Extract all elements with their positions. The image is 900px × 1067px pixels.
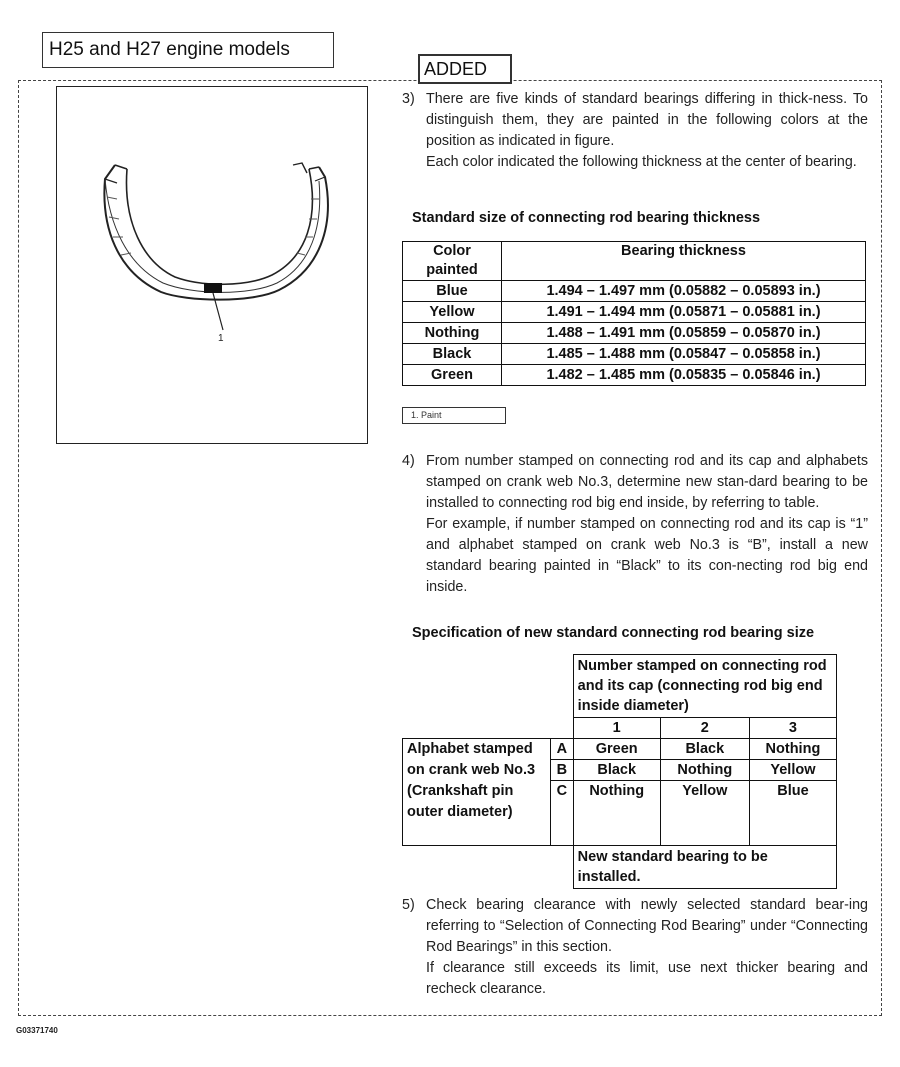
spec-table-title: Specification of new standard connecting rod bearing size (412, 625, 815, 641)
spec-cell: Nothing (660, 760, 749, 781)
spec-cell: Yellow (749, 760, 836, 781)
blank-cell (403, 846, 551, 889)
spec-table-footer (573, 846, 836, 889)
spec-cell: Blue (749, 781, 836, 802)
step-4-line-1: From number stamped on connecting rod and its cap and alphabets stamped on crank web No.3, determine new stan-dard bearing to be installed to connecting rod big end inside, by referring to table. (426, 453, 868, 511)
blank-cell (551, 846, 574, 889)
blank-cell (551, 718, 574, 739)
blank-cell (573, 801, 660, 846)
table-row (403, 242, 866, 281)
thickness-cell: 1.488 – 1.491 mm (0.05859 – 0.05870 in.) (502, 323, 866, 344)
table-row (403, 365, 866, 386)
color-cell: Blue (403, 281, 502, 302)
bearing-figure (56, 86, 368, 444)
row-letter: A (551, 739, 574, 760)
table-row (403, 739, 837, 760)
step-4-line-2: For example, if number stamped on connecting rod and its cap is “1” and alphabet stamped on crank web No.3 is “B”, install a new standard bearing painted in “Black” to its con-necting rod big end inside. (426, 516, 868, 595)
spec-cell: Black (573, 760, 660, 781)
table-row (403, 323, 866, 344)
step-3 (402, 89, 868, 173)
header-bearing-thickness: Bearing thickness (502, 242, 866, 281)
row-letter: B (551, 760, 574, 781)
thickness-table-title: Standard size of connecting rod bearing thickness (412, 210, 761, 226)
spec-row-header: Alphabet stamped on crank web No.3 (Crankshaft pin outer diameter) (403, 739, 551, 846)
figure-legend: 1. Paint (402, 407, 506, 424)
table-row (403, 655, 837, 718)
header-color-painted: Color painted (403, 242, 502, 281)
column-header: 1 (573, 718, 660, 739)
document-code: G03371740 (16, 1026, 58, 1035)
thickness-table (402, 241, 866, 386)
step-3-number: 3) (402, 91, 415, 107)
blank-cell (403, 655, 551, 718)
step-5-line-2: If clearance still exceeds its limit, use next thicker bearing and recheck clearance. (426, 960, 868, 997)
row-letter: C (551, 781, 574, 802)
step-4 (402, 451, 868, 598)
step-3-line-2: Each color indicated the following thickness at the center of bearing. (426, 154, 857, 170)
spec-cell: Nothing (749, 739, 836, 760)
color-cell: Black (403, 344, 502, 365)
thickness-cell: 1.482 – 1.485 mm (0.05835 – 0.05846 in.) (502, 365, 866, 386)
color-cell: Nothing (403, 323, 502, 344)
color-cell: Green (403, 365, 502, 386)
step-5-line-1: Check bearing clearance with newly selected standard bear-ing referring to “Selection of Connecting Rod Bearing” under “Connecting Rod Bearings” in this section. (426, 897, 868, 955)
table-row (403, 281, 866, 302)
spec-table (402, 654, 837, 889)
step-3-line-1: There are five kinds of standard bearings differing in thick-ness. To distinguish them, they are painted in the following colors at the position as indicated in figure. (426, 91, 868, 149)
table-row (403, 302, 866, 323)
figure-callout-number: 1 (218, 333, 224, 344)
spec-cell: Black (660, 739, 749, 760)
blank-cell (749, 801, 836, 846)
spec-cell: Green (573, 739, 660, 760)
section-header: H25 and H27 engine models (42, 32, 334, 68)
table-row (403, 846, 837, 889)
blank-cell (551, 655, 574, 718)
bearing-illustration (57, 87, 369, 445)
blank-cell (551, 801, 574, 846)
thickness-cell: 1.491 – 1.494 mm (0.05871 – 0.05881 in.) (502, 302, 866, 323)
column-header: 2 (660, 718, 749, 739)
table-row (403, 718, 837, 739)
thickness-cell: 1.485 – 1.488 mm (0.05847 – 0.05858 in.) (502, 344, 866, 365)
spec-cell: Nothing (573, 781, 660, 802)
paint-mark (204, 283, 222, 293)
step-5-number: 5) (402, 897, 415, 913)
thickness-cell: 1.494 – 1.497 mm (0.05882 – 0.05893 in.) (502, 281, 866, 302)
step-5 (402, 895, 868, 1000)
color-cell: Yellow (403, 302, 502, 323)
table-row (403, 344, 866, 365)
blank-cell (660, 801, 749, 846)
spec-cell: Yellow (660, 781, 749, 802)
blank-cell (403, 718, 551, 739)
step-4-number: 4) (402, 453, 415, 469)
added-label: ADDED (418, 54, 512, 84)
column-header: 3 (749, 718, 836, 739)
spec-footer-text: New standard bearing to be installed. (577, 849, 768, 885)
spec-top-header: Number stamped on connecting rod and its cap (connecting rod big end inside diameter) (573, 655, 836, 718)
